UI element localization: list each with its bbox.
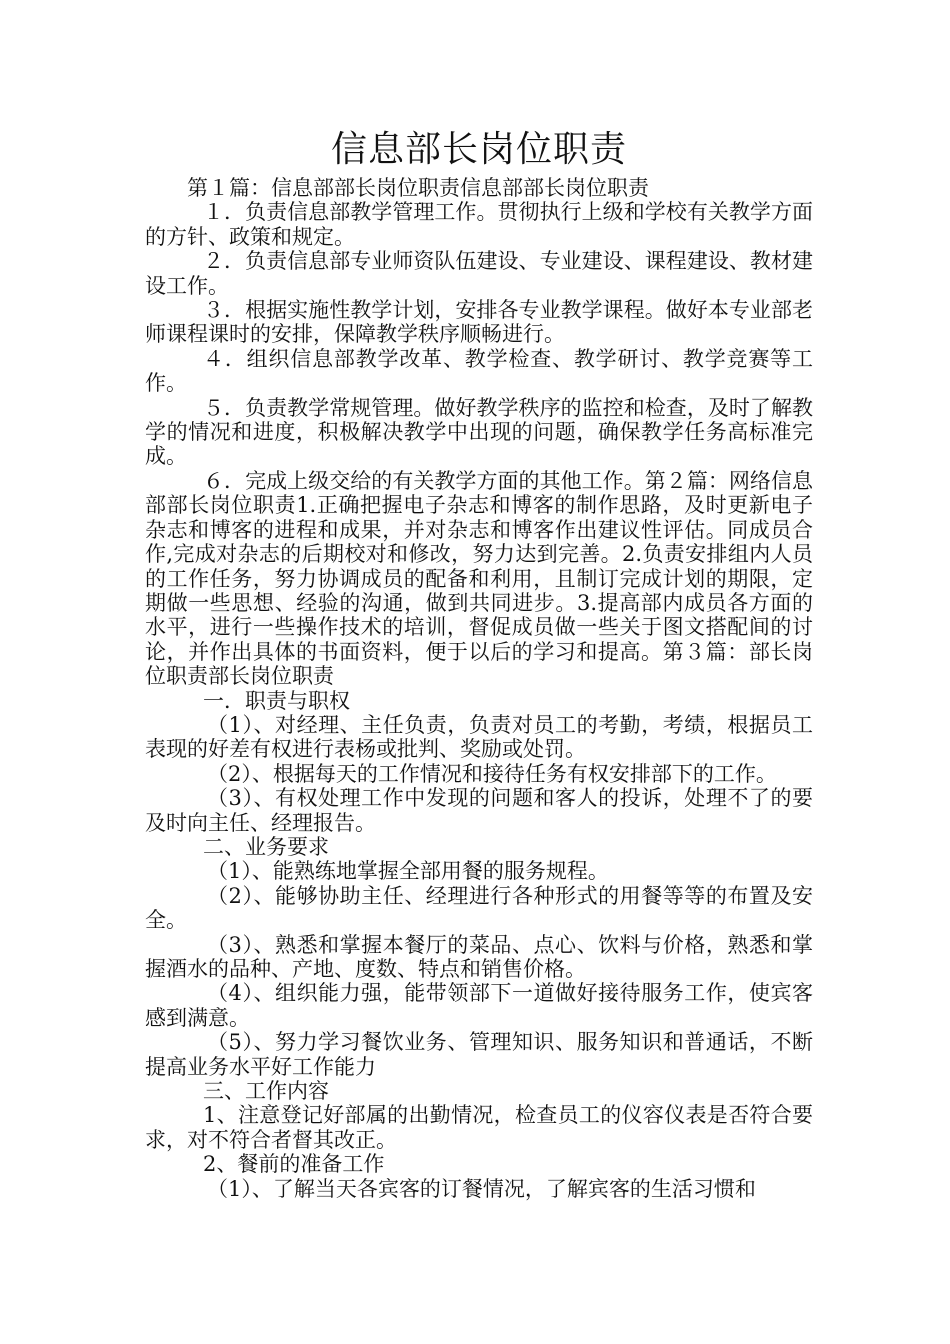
paragraph: ２．负责信息部专业师资队伍建设、专业建设、课程建设、教材建设工作。: [145, 249, 813, 298]
paragraph: 1、注意登记好部属的出勤情况，检查员工的仪容仪表是否符合要求，对不符合者督其改正。: [145, 1103, 813, 1152]
paragraph: １．负责信息部教学管理工作。贯彻执行上级和学校有关教学方面的方针、政策和规定。: [145, 200, 813, 249]
paragraph: ５．负责教学常规管理。做好教学秩序的监控和检查，及时了解教学的情况和进度，积极解决教学中出现的问题，确保教学任务高标准完成。: [145, 395, 813, 469]
paragraph: （2）、根据每天的工作情况和接待任务有权安排部下的工作。: [207, 761, 777, 786]
paragraph: ４．组织信息部教学改革、教学检查、教学研讨、教学竞赛等工作。: [145, 346, 813, 396]
paragraph: （1）、了解当天各宾客的订餐情况，了解宾客的生活习惯和: [207, 1176, 756, 1201]
paragraph: （2）、能够协助主任、经理进行各种形式的用餐等等的布置及安全。: [145, 883, 813, 933]
section-heading: 三、工作内容: [203, 1079, 329, 1104]
paragraph: （5）、努力学习餐饮业务、管理知识、服务知识和普通话，不断提高业务水平好工作能力: [145, 1030, 813, 1079]
paragraph: ３．根据实施性教学计划，安排各专业教学课程。做好本专业部老师课程课时的安排，保障教学秩序顺畅进行。: [145, 298, 813, 347]
paragraph: 第１篇：信息部部长岗位职责信息部部长岗位职责: [187, 176, 649, 200]
section-heading: 二、业务要求: [203, 834, 329, 859]
document-title: 信息部长岗位职责: [330, 129, 627, 170]
section-heading: 2、餐前的准备工作: [203, 1152, 385, 1177]
paragraph: （3）、有权处理工作中发现的问题和客人的投诉，处理不了的要及时向主任、经理报告。: [145, 786, 813, 835]
paragraph: ６．完成上级交给的有关教学方面的其他工作。第２篇：网络信息部部长岗位职责1.正确把握电子杂志和博客的制作思路，及时更新电子杂志和博客的进程和成果，并对杂志和博客作出建议性评估。同成员合作,完成对杂志的后期校对和修改，努力达到完善。2.负责安排组内人员的工作任务，努力协调成员的配备和利用，且制订完成计划的期限，定期做一些思想、经验的沟通，做到共同进步。3.提高部内成员各方面的水平，进行一些操作技术的培训，督促成员做一些关于图文搭配间的讨论，并作出具体的书面资料，便于以后的学习和提高。第３篇：部长岗位职责部长岗位职责: [145, 468, 813, 689]
paragraph: （1）、能熟练地掌握全部用餐的服务规程。: [207, 859, 609, 884]
document-page: [145, 124, 813, 1201]
paragraph: （3）、熟悉和掌握本餐厅的菜品、点心、饮料与价格，熟悉和掌握酒水的品种、产地、度数、特点和销售价格。: [145, 932, 813, 981]
paragraph: （4）、组织能力强，能带领部下一道做好接待服务工作，使宾客感到满意。: [145, 981, 813, 1030]
document-body: [145, 176, 813, 1201]
paragraph: （1）、对经理、主任负责，负责对员工的考勤，考绩，根据员工表现的好差有权进行表杨或批判、奖励或处罚。: [145, 712, 813, 762]
section-heading: 一．职责与职权: [203, 688, 350, 713]
